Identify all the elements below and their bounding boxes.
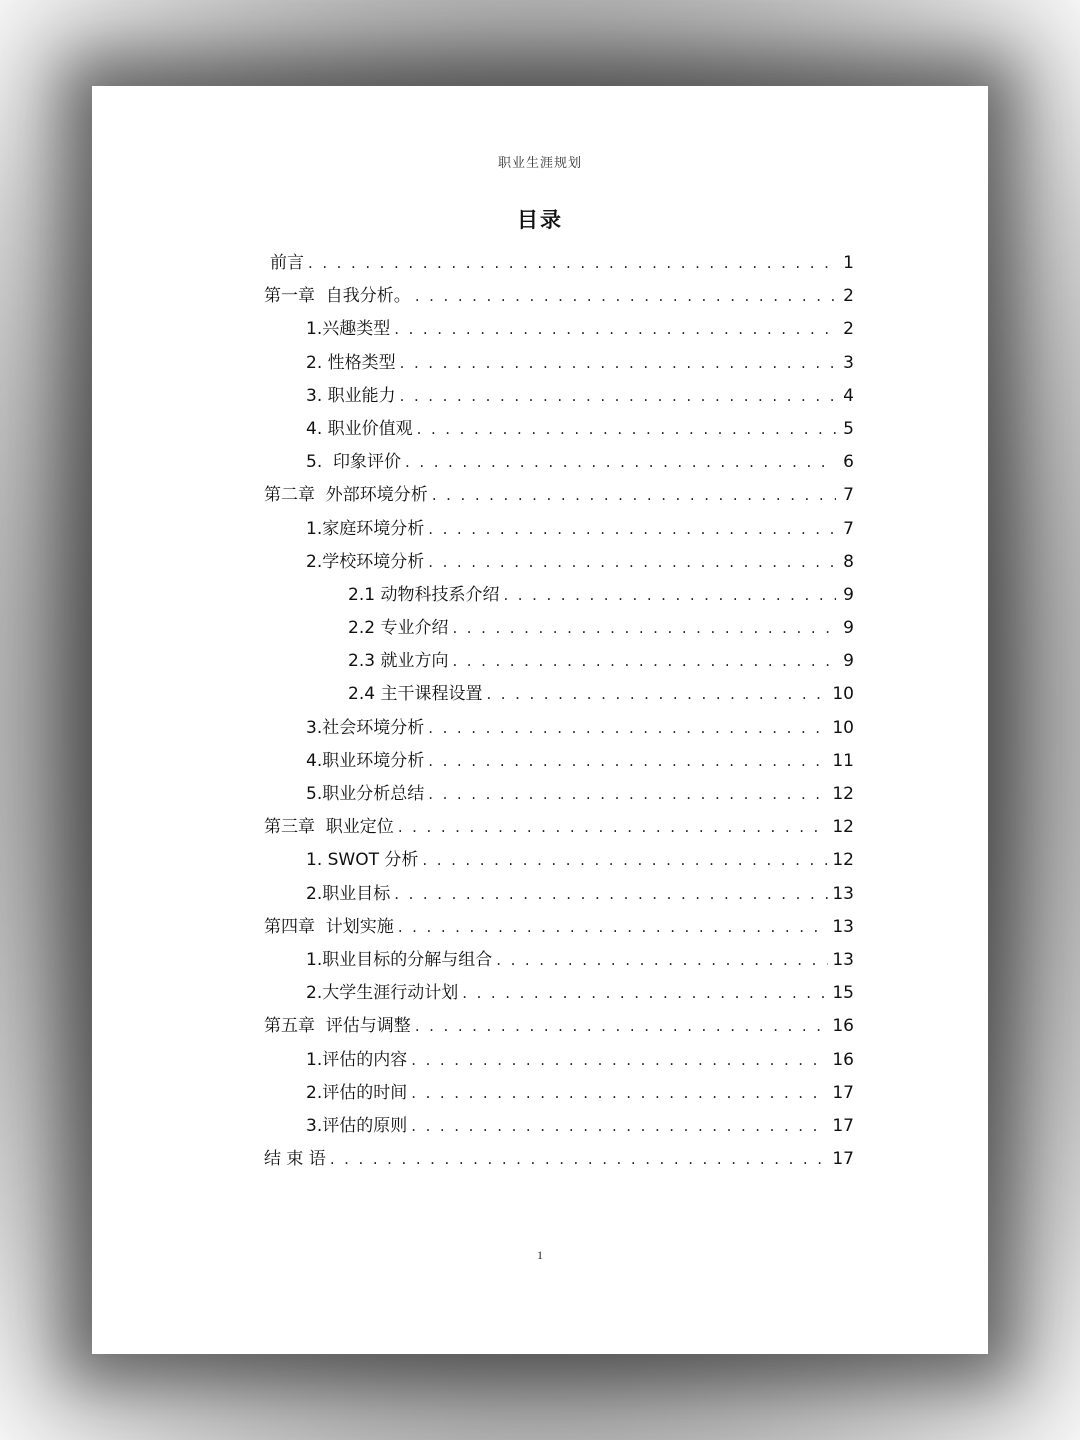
toc-entry[interactable]: [264, 812, 854, 845]
toc-entry-label: 3.社会环境分析: [306, 717, 425, 738]
toc-entry-label: 1. SWOT 分析: [306, 850, 419, 871]
dot-leader: [398, 918, 829, 936]
document-page: [92, 86, 988, 1354]
toc-entry-page: 9: [843, 618, 854, 639]
dot-leader: [308, 254, 836, 272]
toc-entry[interactable]: [264, 646, 854, 679]
toc-entry[interactable]: [264, 613, 854, 646]
dot-leader: [394, 320, 836, 338]
toc-entry[interactable]: [264, 248, 854, 281]
toc-entry-page: 15: [832, 983, 854, 1004]
toc-entry-page: 10: [832, 717, 854, 738]
dot-leader: [415, 1017, 829, 1035]
toc-entry[interactable]: [264, 381, 854, 414]
toc-entry-page: 6: [843, 452, 854, 473]
toc-entry-label: 1.职业目标的分解与组合: [306, 949, 493, 970]
toc-entry-label: 2.1 动物科技系介绍: [348, 584, 500, 605]
toc-entry-page: 7: [843, 485, 854, 506]
toc-entry-label: 2.4 主干课程设置: [348, 684, 483, 705]
toc-entry[interactable]: [264, 480, 854, 513]
toc-entry-page: 17: [832, 1149, 854, 1170]
toc-entry-label: 2.大学生涯行动计划: [306, 983, 459, 1004]
toc-entry-label: 2.评估的时间: [306, 1082, 408, 1103]
dot-leader: [428, 719, 828, 737]
toc-entry[interactable]: [264, 912, 854, 945]
dot-leader: [394, 885, 828, 903]
toc-entry-label: 第二章 外部环境分析: [264, 485, 428, 506]
toc-entry[interactable]: [264, 348, 854, 381]
dot-leader: [428, 553, 836, 571]
toc-entry-label: 2.学校环境分析: [306, 551, 425, 572]
toc-entry-page: 11: [832, 750, 854, 771]
toc-entry-page: 2: [843, 286, 854, 307]
toc-entry-page: 4: [843, 385, 854, 406]
page-number: 1: [537, 1248, 543, 1262]
toc-entry[interactable]: [264, 580, 854, 613]
toc-entry-label: 结 束 语: [264, 1149, 326, 1170]
toc-entry-label: 1.家庭环境分析: [306, 518, 425, 539]
toc-entry-page: 12: [832, 784, 854, 804]
toc-entry-label: 1.评估的内容: [306, 1049, 408, 1070]
dot-leader: [462, 984, 828, 1002]
toc-entry[interactable]: [264, 1111, 854, 1144]
dot-leader: [398, 818, 829, 836]
dot-leader: [330, 1150, 829, 1168]
toc-entry-page: 17: [832, 1082, 854, 1103]
dot-leader: [452, 619, 836, 637]
dot-leader: [503, 586, 836, 604]
dot-leader: [411, 1084, 828, 1102]
dot-leader: [428, 520, 836, 538]
toc-entry-page: 8: [843, 551, 854, 572]
toc-entry-page: 16: [832, 1016, 854, 1037]
dot-leader: [452, 652, 836, 670]
dot-leader: [428, 752, 828, 770]
table-of-contents: [264, 248, 854, 1177]
toc-entry[interactable]: [264, 414, 854, 447]
toc-entry[interactable]: [264, 945, 854, 978]
toc-entry-page: 13: [832, 949, 854, 970]
dot-leader: [432, 486, 836, 504]
toc-entry[interactable]: [264, 447, 854, 480]
toc-entry[interactable]: [264, 314, 854, 347]
toc-entry-page: 16: [832, 1049, 854, 1070]
dot-leader: [496, 951, 828, 969]
dot-leader: [417, 420, 836, 438]
toc-entry-label: 第五章 评估与调整: [264, 1016, 411, 1037]
toc-entry[interactable]: [264, 547, 854, 580]
toc-entry-label: 5. 印象评价: [306, 452, 402, 473]
toc-entry[interactable]: [264, 845, 854, 878]
toc-entry-page: 3: [843, 352, 854, 373]
toc-entry[interactable]: [264, 1011, 854, 1044]
toc-entry[interactable]: [264, 281, 854, 314]
toc-entry-label: 2.3 就业方向: [348, 651, 449, 672]
toc-entry[interactable]: [264, 978, 854, 1011]
toc-entry[interactable]: [264, 679, 854, 712]
toc-entry[interactable]: [264, 1144, 854, 1177]
toc-entry-page: 17: [832, 1115, 854, 1136]
toc-entry[interactable]: [264, 746, 854, 779]
toc-entry-page: 9: [843, 651, 854, 672]
toc-entry[interactable]: [264, 879, 854, 912]
dot-leader: [411, 1051, 828, 1069]
toc-entry-page: 13: [832, 916, 854, 937]
toc-entry-label: 3. 职业能力: [306, 385, 396, 406]
toc-entry[interactable]: [264, 1078, 854, 1111]
toc-entry-page: 12: [832, 817, 854, 838]
toc-entry-label: 第四章 计划实施: [264, 916, 394, 937]
toc-entry-label: 1.兴趣类型: [306, 319, 391, 340]
toc-entry-page: 2: [843, 319, 854, 340]
toc-entry-label: 4.职业环境分析: [306, 750, 425, 771]
toc-entry[interactable]: [264, 514, 854, 547]
toc-entry-label: 5.职业分析总结: [306, 784, 425, 804]
dot-leader: [411, 1117, 828, 1135]
toc-title: 目录: [517, 208, 563, 232]
toc-entry[interactable]: [264, 713, 854, 746]
toc-entry-label: 2. 性格类型: [306, 352, 396, 373]
dot-leader: [405, 453, 836, 471]
dot-leader: [428, 785, 828, 803]
dot-leader: [400, 387, 836, 405]
toc-entry-label: 2.职业目标: [306, 883, 391, 904]
toc-entry-label: 4. 职业价值观: [306, 418, 413, 439]
toc-entry-page: 9: [843, 584, 854, 605]
toc-entry-page: 10: [832, 684, 854, 705]
toc-entry[interactable]: [264, 779, 854, 812]
toc-entry-page: 7: [843, 518, 854, 539]
toc-entry-label: 第三章 职业定位: [264, 817, 394, 838]
dot-leader: [415, 287, 836, 305]
running-header: 职业生涯规划: [497, 156, 582, 171]
toc-entry-label: 第一章 自我分析。: [264, 286, 411, 307]
toc-entry-label: 前言: [270, 253, 304, 273]
toc-entry-page: 13: [832, 883, 854, 904]
dot-leader: [486, 685, 828, 703]
toc-entry-page: 5: [843, 418, 854, 439]
toc-entry-label: 3.评估的原则: [306, 1115, 408, 1136]
toc-entry-page: 1: [843, 253, 854, 273]
dot-leader: [400, 354, 836, 372]
toc-entry-label: 2.2 专业介绍: [348, 618, 449, 639]
toc-entry-page: 12: [832, 850, 854, 871]
toc-entry[interactable]: [264, 1045, 854, 1078]
dot-leader: [422, 851, 828, 869]
